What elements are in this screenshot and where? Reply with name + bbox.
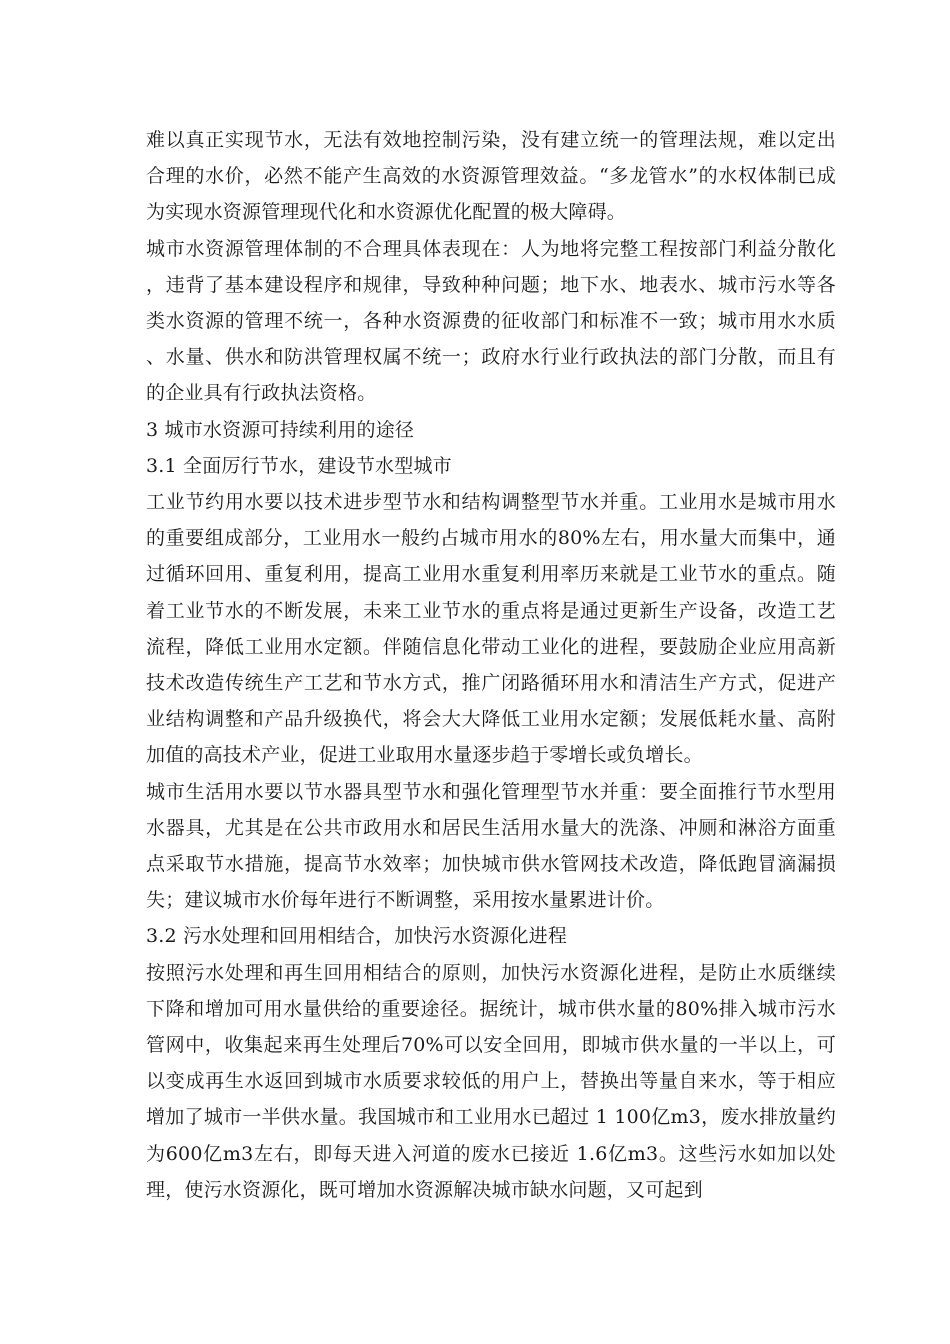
paragraph-management-system-problems: 城市水资源管理体制的不合理具体表现在：人为地将完整工程按部门利益分散化，违背了基本建设程序和规律，导致种种问题；地下水、地表水、城市污水等各类水资源的管理不统一，各种水资源费的征收部门和标准不一致；城市用水水质、水量、供水和防洪管理权属不统一；政府水行业行政执法的部门分散，而且有的企业具有行政执法资格。 xyxy=(146,237,836,405)
document-body xyxy=(146,122,836,1208)
section-heading-3-1: 3.1 全面厉行节水，建设节水型城市 xyxy=(146,454,452,477)
section-heading-3-2: 3.2 污水处理和回用相结合，加快污水资源化进程 xyxy=(146,925,568,948)
paragraph-wastewater-reuse: 按照污水处理和再生回用相结合的原则，加快污水资源化进程，是防止水质继续下降和增加可用水量供给的重要途径。据统计，城市供水量的80%排入城市污水管网中，收集起来再生处理后70%可以安全回用，即城市供水量的一半以上，可以变成再生水返回到城市水质要求较低的用户上，替换出等量自来水，等于相应增加了城市一半供水量。我国城市和工业用水已超过 1 100亿m3，废水排放量约为600亿m3左右，即每天进入河道的废水已接近 1.6亿m3。这些污水如加以处理，使污水资源化，既可增加水资源解决城市缺水问题，又可起到 xyxy=(146,961,836,1201)
section-heading-3: 3 城市水资源可持续利用的途径 xyxy=(146,418,415,441)
paragraph-domestic-water-saving: 城市生活用水要以节水器具型节水和强化管理型节水并重：要全面推行节水型用水器具，尤其是在公共市政用水和居民生活用水量大的洗涤、冲厕和淋浴方面重点采取节水措施，提高节水效率；加快城市供水管网技术改造，降低跑冒滴漏损失；建议城市水价每年进行不断调整，采用按水量累进计价。 xyxy=(146,780,836,912)
paragraph-management-obstacle: 难以真正实现节水，无法有效地控制污染，没有建立统一的管理法规，难以定出合理的水价，必然不能产生高效的水资源管理效益。“多龙管水”的水权体制已成为实现水资源管理现代化和水资源优化配置的极大障碍。 xyxy=(146,129,836,224)
paragraph-industrial-water-saving: 工业节约用水要以技术进步型节水和结构调整型节水并重。工业用水是城市用水的重要组成部分，工业用水一般约占城市用水的80%左右，用水量大而集中，通过循环回用、重复利用，提高工业用水重复利用率历来就是工业节水的重点。随着工业节水的不断发展，未来工业节水的重点将是通过更新生产设备，改造工艺流程，降低工业用水定额。伴随信息化带动工业化的进程，要鼓励企业应用高新技术改造传统生产工艺和节水方式，推广闭路循环用水和清洁生产方式，促进产业结构调整和产品升级换代，将会大大降低工业用水定额；发展低耗水量、高附加值的高技术产业，促进工业取用水量逐步趋于零增长或负增长。 xyxy=(146,491,836,767)
